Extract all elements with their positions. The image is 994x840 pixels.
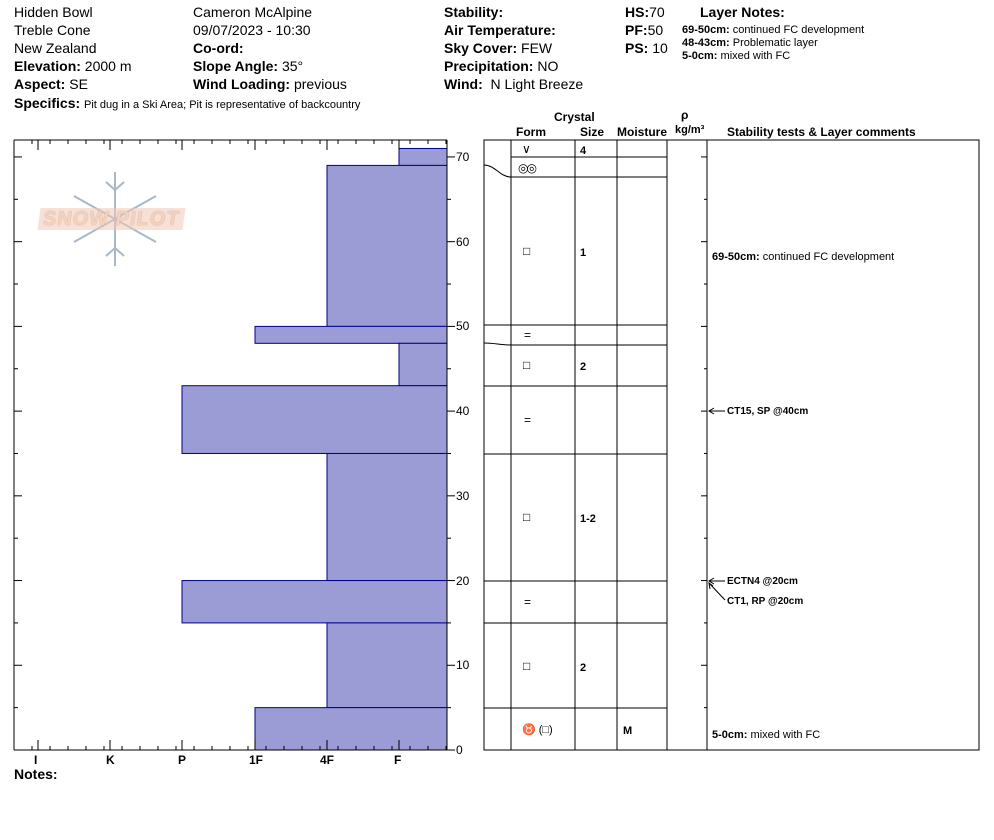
- crystal-form: ◎◎: [518, 161, 535, 175]
- density-unit-header: kg/m³: [675, 124, 705, 136]
- x-tick-label: K: [106, 753, 115, 767]
- aspect-label: Aspect:: [14, 76, 66, 92]
- x-tick-label: F: [394, 753, 402, 767]
- hardness-bar: [399, 148, 447, 165]
- y-tick-label: 30: [456, 489, 470, 503]
- hs-value: 70: [649, 4, 665, 20]
- wind-label: Wind:: [444, 76, 483, 92]
- slope-value: 35°: [281, 58, 304, 74]
- ps-value: 10: [652, 40, 668, 56]
- specifics-text: Pit dug in a Ski Area; Pit is representative of backcountry: [84, 99, 361, 111]
- crystal-header: Crystal: [554, 110, 595, 124]
- precip-label: Precipitation:: [444, 58, 534, 74]
- hs-label: HS:: [625, 4, 650, 20]
- crystal-form: =: [524, 328, 532, 342]
- hardness-bar: [327, 165, 447, 326]
- stability-test: ECTN4 @20cm: [727, 576, 798, 587]
- crystal-form: =: [524, 595, 532, 609]
- specifics-label: Specifics:: [14, 95, 81, 111]
- y-tick-label: 10: [456, 658, 470, 672]
- form-header: Form: [516, 125, 546, 139]
- air-temp-label: Air Temperature:: [444, 22, 556, 38]
- wind-loading-value: previous: [293, 76, 347, 92]
- test-arrows: [709, 408, 725, 600]
- hardness-bar: [255, 708, 447, 750]
- country: New Zealand: [14, 40, 97, 56]
- hardness-bar: [182, 386, 447, 454]
- slope-label: Slope Angle:: [193, 58, 279, 74]
- x-tick-label: 4F: [320, 753, 335, 767]
- crystal-form: □: [523, 244, 531, 258]
- crystal-size: 1: [580, 247, 587, 259]
- pf-value: 50: [647, 22, 664, 38]
- crystal-size: 1-2: [580, 513, 596, 525]
- depth-connector: [484, 343, 511, 345]
- coord-label: Co-ord:: [193, 40, 244, 56]
- crystal-moisture: M: [623, 725, 633, 737]
- y-tick-label: 60: [456, 235, 470, 249]
- layer-comment-text: continued FC development: [762, 251, 895, 263]
- crystal-form: □: [523, 510, 531, 524]
- layer-note-range: 5-0cm:: [682, 50, 718, 62]
- layer-table-frame: [484, 140, 979, 750]
- sky-label: Sky Cover:: [444, 40, 518, 56]
- elevation-value: 2000 m: [84, 58, 132, 74]
- y-tick-label: 0: [456, 743, 463, 757]
- sky-value: FEW: [521, 40, 553, 56]
- layer-comment-range: 69-50cm:: [712, 251, 760, 263]
- aspect-value: SE: [69, 76, 88, 92]
- layer-comment-text: mixed with FC: [750, 729, 821, 741]
- layer-note-range: 69-50cm:: [682, 24, 730, 36]
- layer-comment: [712, 729, 820, 741]
- crystal-form: □: [523, 358, 531, 372]
- size-header: Size: [580, 125, 605, 139]
- crystal-form: ∨: [522, 142, 531, 156]
- y-tick-label: 70: [456, 150, 470, 164]
- layer-note-text: continued FC development: [732, 24, 865, 36]
- crystal-form: =: [524, 413, 532, 427]
- crystal-size: 2: [580, 662, 587, 674]
- hardness-bar: [255, 326, 447, 343]
- x-tick-label: P: [178, 753, 187, 767]
- y-tick-label: 20: [456, 574, 470, 588]
- layer-note-range: 48-43cm:: [682, 37, 730, 49]
- rho-header: ρ: [681, 108, 689, 122]
- x-tick-label: I: [34, 753, 38, 767]
- observer: Cameron McAlpine: [193, 4, 313, 20]
- layer-note-text: mixed with FC: [720, 50, 791, 62]
- ps-label: PS:: [625, 40, 649, 56]
- x-tick-label: 1F: [249, 753, 264, 767]
- hardness-bar: [327, 623, 447, 708]
- y-tick-label: 40: [456, 404, 470, 418]
- crystal-size: 4: [580, 145, 587, 157]
- crystal-form: ♉ (□): [522, 724, 553, 736]
- snowpilot-logo-text: SNOW PILOT: [37, 208, 185, 230]
- notes-label: Notes:: [14, 766, 58, 782]
- y-tick-label: 50: [456, 319, 470, 333]
- crystal-form: □: [523, 659, 531, 673]
- hardness-bar: [182, 581, 447, 623]
- stability-test: CT1, RP @20cm: [727, 596, 804, 607]
- wind-loading-label: Wind Loading:: [193, 76, 291, 92]
- layer-comment: [712, 251, 894, 263]
- layer-comment-range: 5-0cm:: [712, 729, 748, 741]
- datetime: 09/07/2023 - 10:30: [193, 22, 311, 38]
- layer-notes-title: Layer Notes:: [700, 4, 785, 20]
- location: Hidden Bowl: [14, 4, 93, 20]
- stability-label: Stability:: [444, 4, 504, 20]
- crystal-size: 2: [580, 361, 587, 373]
- layer-note-text: Problematic layer: [732, 37, 818, 49]
- elevation-label: Elevation:: [14, 58, 81, 74]
- hardness-bar: [327, 453, 447, 580]
- moisture-header: Moisture: [617, 125, 668, 139]
- wind-value: N Light Breeze: [490, 76, 584, 92]
- hardness-bar: [399, 343, 447, 385]
- stability-test: CT15, SP @40cm: [727, 406, 809, 417]
- pf-label: PF:: [625, 22, 648, 38]
- comments-header: Stability tests & Layer comments: [727, 125, 916, 139]
- area: Treble Cone: [14, 22, 91, 38]
- precip-value: NO: [537, 58, 559, 74]
- depth-connector: [484, 165, 511, 177]
